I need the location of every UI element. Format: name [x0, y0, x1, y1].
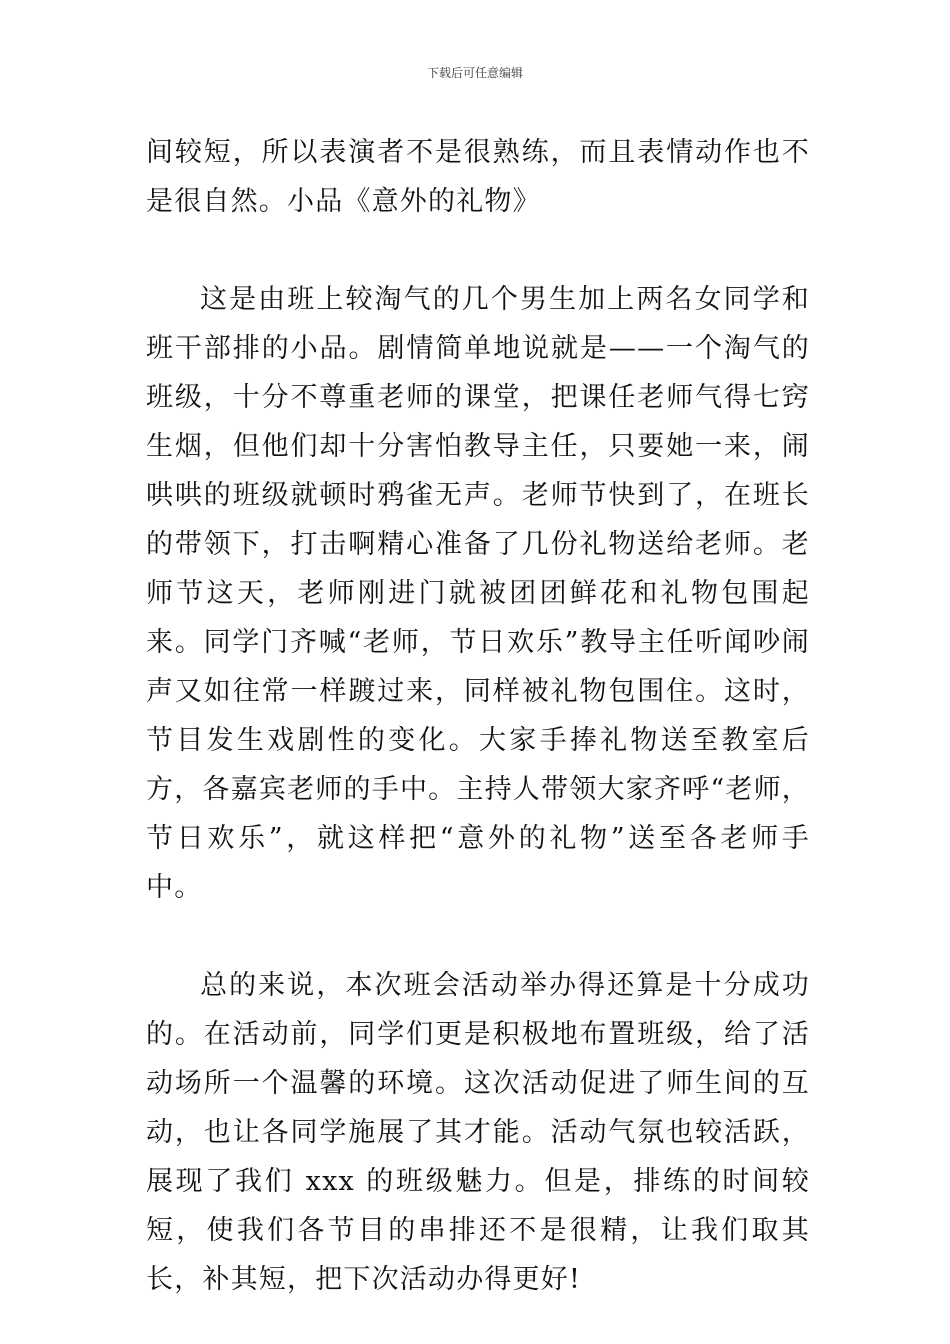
paragraph-gap	[146, 912, 810, 961]
paragraph-gap	[146, 226, 810, 275]
paragraph-3: 总的来说，本次班会活动举办得还算是十分成功的。在活动前，同学们更是积极地布置班级，给了活动场所一个温馨的环境。这次活动促进了师生间的互动，也让各同学施展了其才能。活动气氛也较活跃，展现了我们 xxx 的班级魅力。但是，排练的时间较短，使我们各节目的串排还不是很精，让我们取其长，补其短，把下次活动办得更好!	[146, 970, 810, 1295]
paragraph-1: 间较短，所以表演者不是很熟练，而且表情动作也不是很自然。小品《意外的礼物》	[146, 137, 810, 217]
document-body	[146, 128, 810, 1304]
page-header: 下载后可任意编辑	[426, 66, 523, 80]
paragraph-2: 这是由班上较淘气的几个男生加上两名女同学和班干部排的小品。剧情简单地说就是——一个淘气的班级，十分不尊重老师的课堂，把课任老师气得七窍生烟，但他们却十分害怕教导主任，只要她一来，闹哄哄的班级就顿时鸦雀无声。老师节快到了，在班长的带领下，打击啊精心准备了几份礼物送给老师。老师节这天，老师刚进门就被团团鲜花和礼物包围起来。同学门齐喊“老师，节日欢乐”教导主任听闻吵闹声又如往常一样踱过来，同样被礼物包围住。这时，节目发生戏剧性的变化。大家手捧礼物送至教室后方，各嘉宾老师的手中。主持人带领大家齐呼“老师，节日欢乐”，就这样把“意外的礼物”送至各老师手中。	[146, 284, 810, 903]
